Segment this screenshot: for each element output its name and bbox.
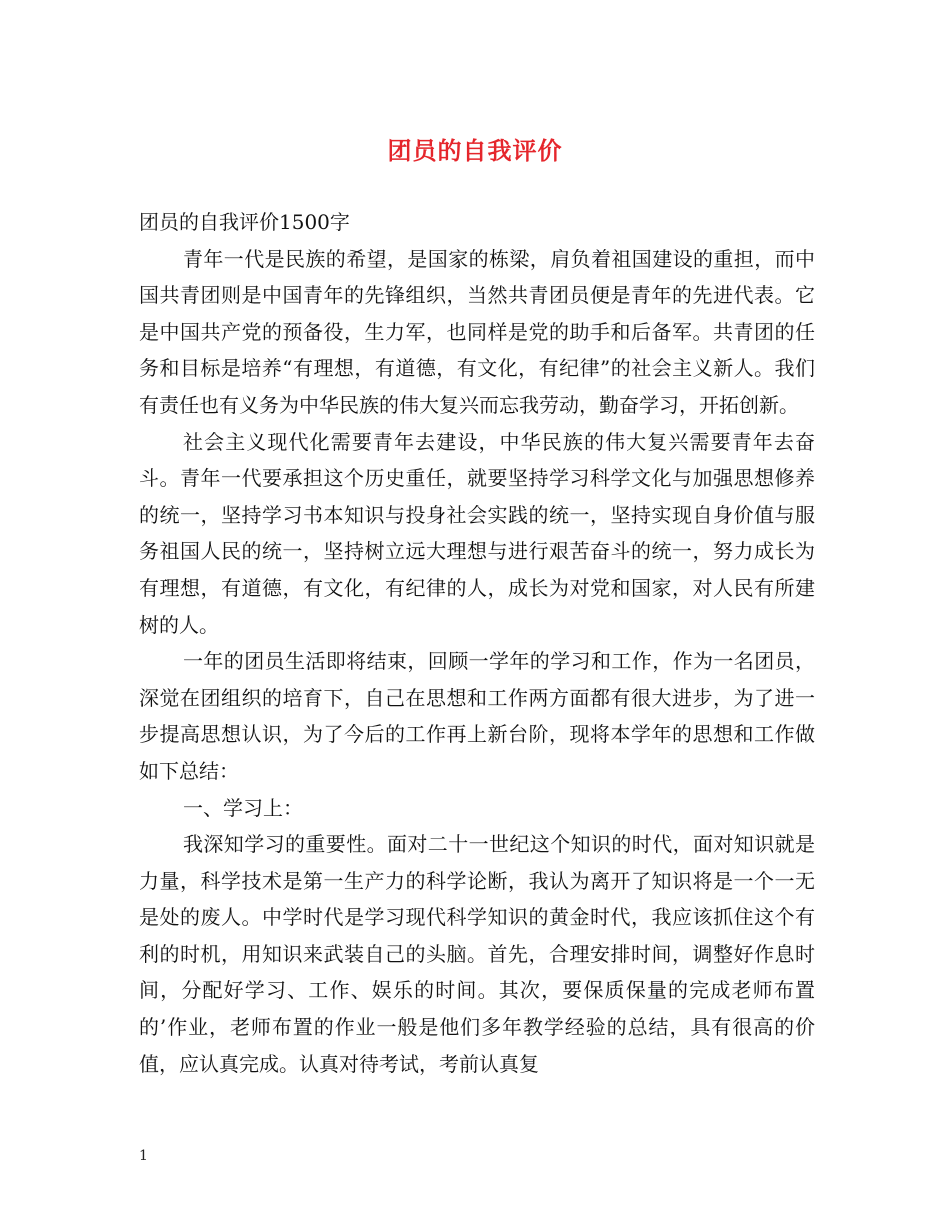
- document-body: [139, 204, 815, 1082]
- page-number: 1: [139, 1148, 148, 1164]
- document-title: 团员的自我评价: [387, 136, 563, 165]
- paragraph-4: 我深知学习的重要性。面对二十一世纪这个知识的时代，面对知识就是力量，科学技术是第一生产力的科学论断，我认为离开了知识将是一个一无是处的废人。中学时代是学习现代科学知识的黄金时代，我应该抓住这个有利的时机，用知识来武装自己的头脑。首先，合理安排时间，调整好作息时间，分配好学习、工作、娱乐的时间。其次，要保质保量的完成老师布置的’作业，老师布置的作业一般是他们多年教学经验的总结，具有很高的价值，应认真完成。认真对待考试，考前认真复: [139, 832, 815, 1076]
- document-subtitle: 团员的自我评价1500字: [139, 210, 350, 234]
- paragraph-2: 社会主义现代化需要青年去建设，中华民族的伟大复兴需要青年去奋斗。青年一代要承担这个历史重任，就要坚持学习科学文化与加强思想修养的统一，坚持学习书本知识与投身社会实践的统一，坚持实现自身价值与服务祖国人民的统一，坚持树立远大理想与进行艰苦奋斗的统一，努力成长为有理想，有道德，有文化，有纪律的人，成长为对党和国家，对人民有所建树的人。: [139, 429, 815, 637]
- section-heading-study: 一、学习上：: [183, 795, 303, 820]
- paragraph-1: 青年一代是民族的希望，是国家的栋梁，肩负着祖国建设的重担，而中国共青团则是中国青年的先锋组织，当然共青团员便是青年的先进代表。它是中国共产党的预备役，生力军，也同样是党的助手和后备军。共青团的任务和目标是培养“有理想，有道德，有文化，有纪律”的社会主义新人。我们有责任也有义务为中华民族的伟大复兴而忘我劳动，勤奋学习，开拓创新。: [139, 246, 815, 417]
- paragraph-3: 一年的团员生活即将结束，回顾一学年的学习和工作，作为一名团员，深觉在团组织的培育下，自己在思想和工作两方面都有很大进步，为了进一步提高思想认识，为了今后的工作再上新台阶，现将本学年的思想和工作做如下总结：: [139, 649, 815, 783]
